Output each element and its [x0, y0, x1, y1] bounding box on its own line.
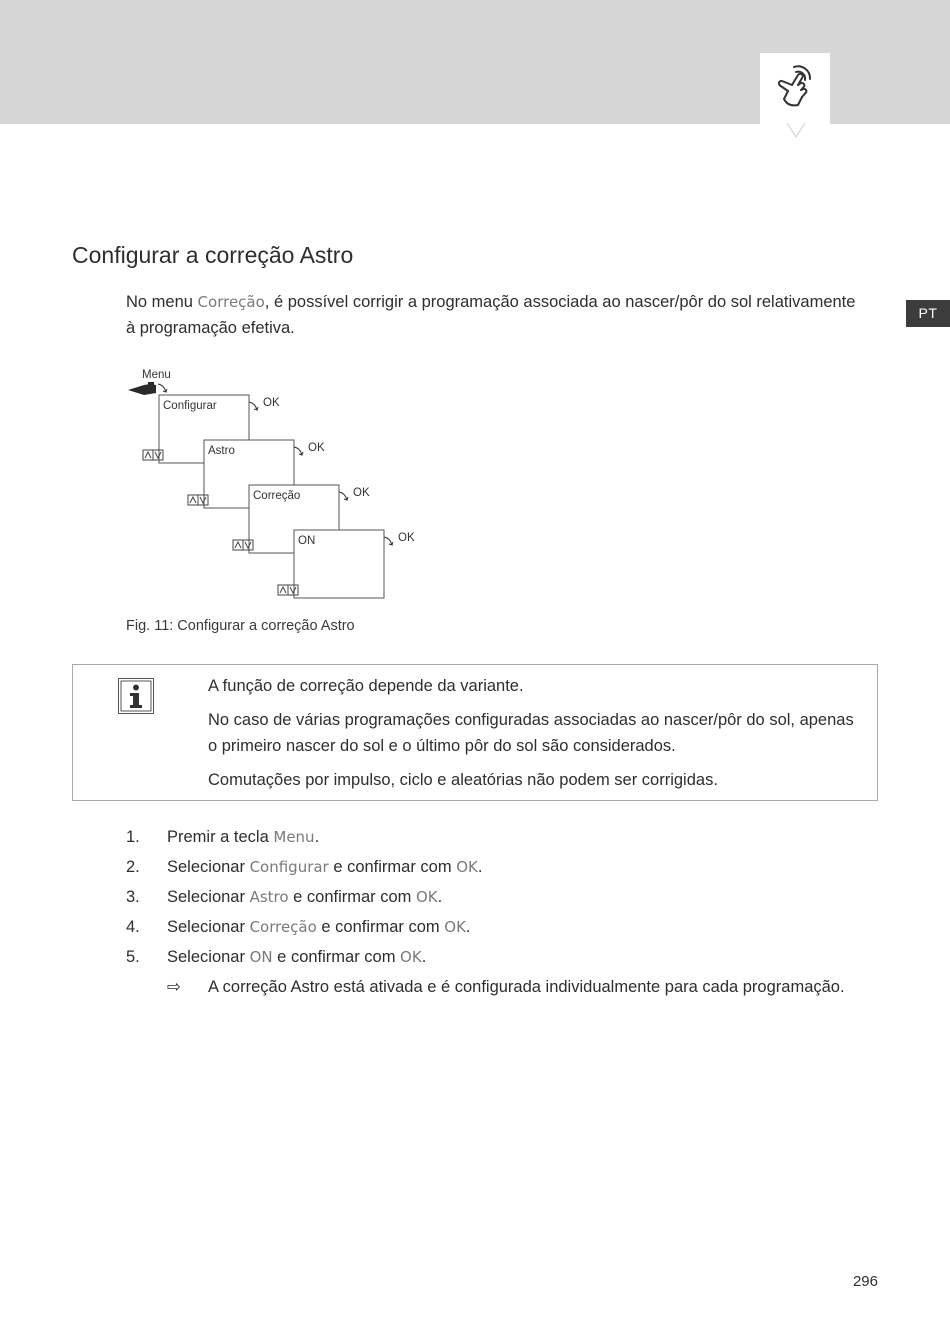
step-item [126, 884, 846, 914]
note-paragraph: A função de correção depende da variante. [208, 677, 524, 695]
press-arrow-icon [339, 492, 348, 500]
menu-navigation-diagram [122, 362, 422, 607]
diagram-box-label: Configurar [163, 400, 217, 412]
touch-icon-tab [760, 53, 830, 124]
diagram-menu-label: Menu [142, 369, 171, 381]
press-arrow-icon [294, 447, 303, 455]
step-text: Premir a tecla Menu. [167, 828, 320, 846]
page-number: 296 [852, 1273, 878, 1290]
step-number: 1. [126, 828, 140, 846]
press-arrow-icon [384, 537, 393, 545]
intro-keyword: Correção [197, 293, 265, 311]
diagram-ok-label: OK [308, 442, 325, 454]
intro-before: No menu [126, 293, 198, 311]
step-item [126, 914, 846, 944]
step-text: Selecionar ON e confirmar com OK. [167, 948, 427, 966]
step-number: 2. [126, 858, 140, 876]
note-paragraph: Comutações por impulso, ciclo e aleatórias não podem ser corrigidas. [208, 771, 718, 789]
diagram-box-label: Astro [208, 445, 235, 457]
step-item [126, 854, 846, 884]
result-text: A correção Astro está ativada e é configurada individualmente para cada programação. [208, 978, 845, 996]
press-arrow-icon [249, 402, 258, 410]
step-item [126, 944, 846, 974]
tab-pointer [786, 122, 806, 140]
diagram-ok-label: OK [398, 532, 415, 544]
step-text: Selecionar Correção e confirmar com OK. [167, 918, 471, 936]
diagram-box-label: ON [298, 535, 316, 547]
step-item [126, 824, 846, 854]
figure-caption: Fig. 11: Configurar a correção Astro [126, 618, 355, 634]
step-result [126, 974, 846, 1004]
touch-hand-icon [774, 63, 816, 113]
language-tab: PT [906, 300, 950, 327]
intro-after: , é possível corrigir a programação associada ao nascer/pôr do sol relativamente à programação efetiva. [126, 293, 856, 337]
diagram-ok-label: OK [263, 397, 280, 409]
instruction-steps [126, 824, 846, 1004]
step-text: Selecionar Astro e confirmar com OK. [167, 888, 443, 906]
step-number: 5. [126, 948, 140, 966]
diagram-ok-label: OK [353, 487, 370, 499]
intro-paragraph [126, 289, 866, 341]
diagram-box-label: Correção [253, 490, 301, 502]
note-paragraph: No caso de várias programações configuradas associadas ao nascer/pôr do sol, apenas o primeiro nascer do sol e o último pôr do sol são considerados. [208, 711, 854, 755]
press-arrow-icon [158, 384, 167, 392]
step-number: 4. [126, 918, 140, 936]
pointing-hand-icon [128, 382, 156, 395]
info-icon [118, 678, 154, 714]
step-text: Selecionar Configurar e confirmar com OK. [167, 858, 483, 876]
section-title: Configurar a correção Astro [72, 242, 354, 268]
info-note-box [72, 664, 878, 801]
result-arrow-icon: ⇨ [167, 978, 181, 996]
step-number: 3. [126, 888, 140, 906]
